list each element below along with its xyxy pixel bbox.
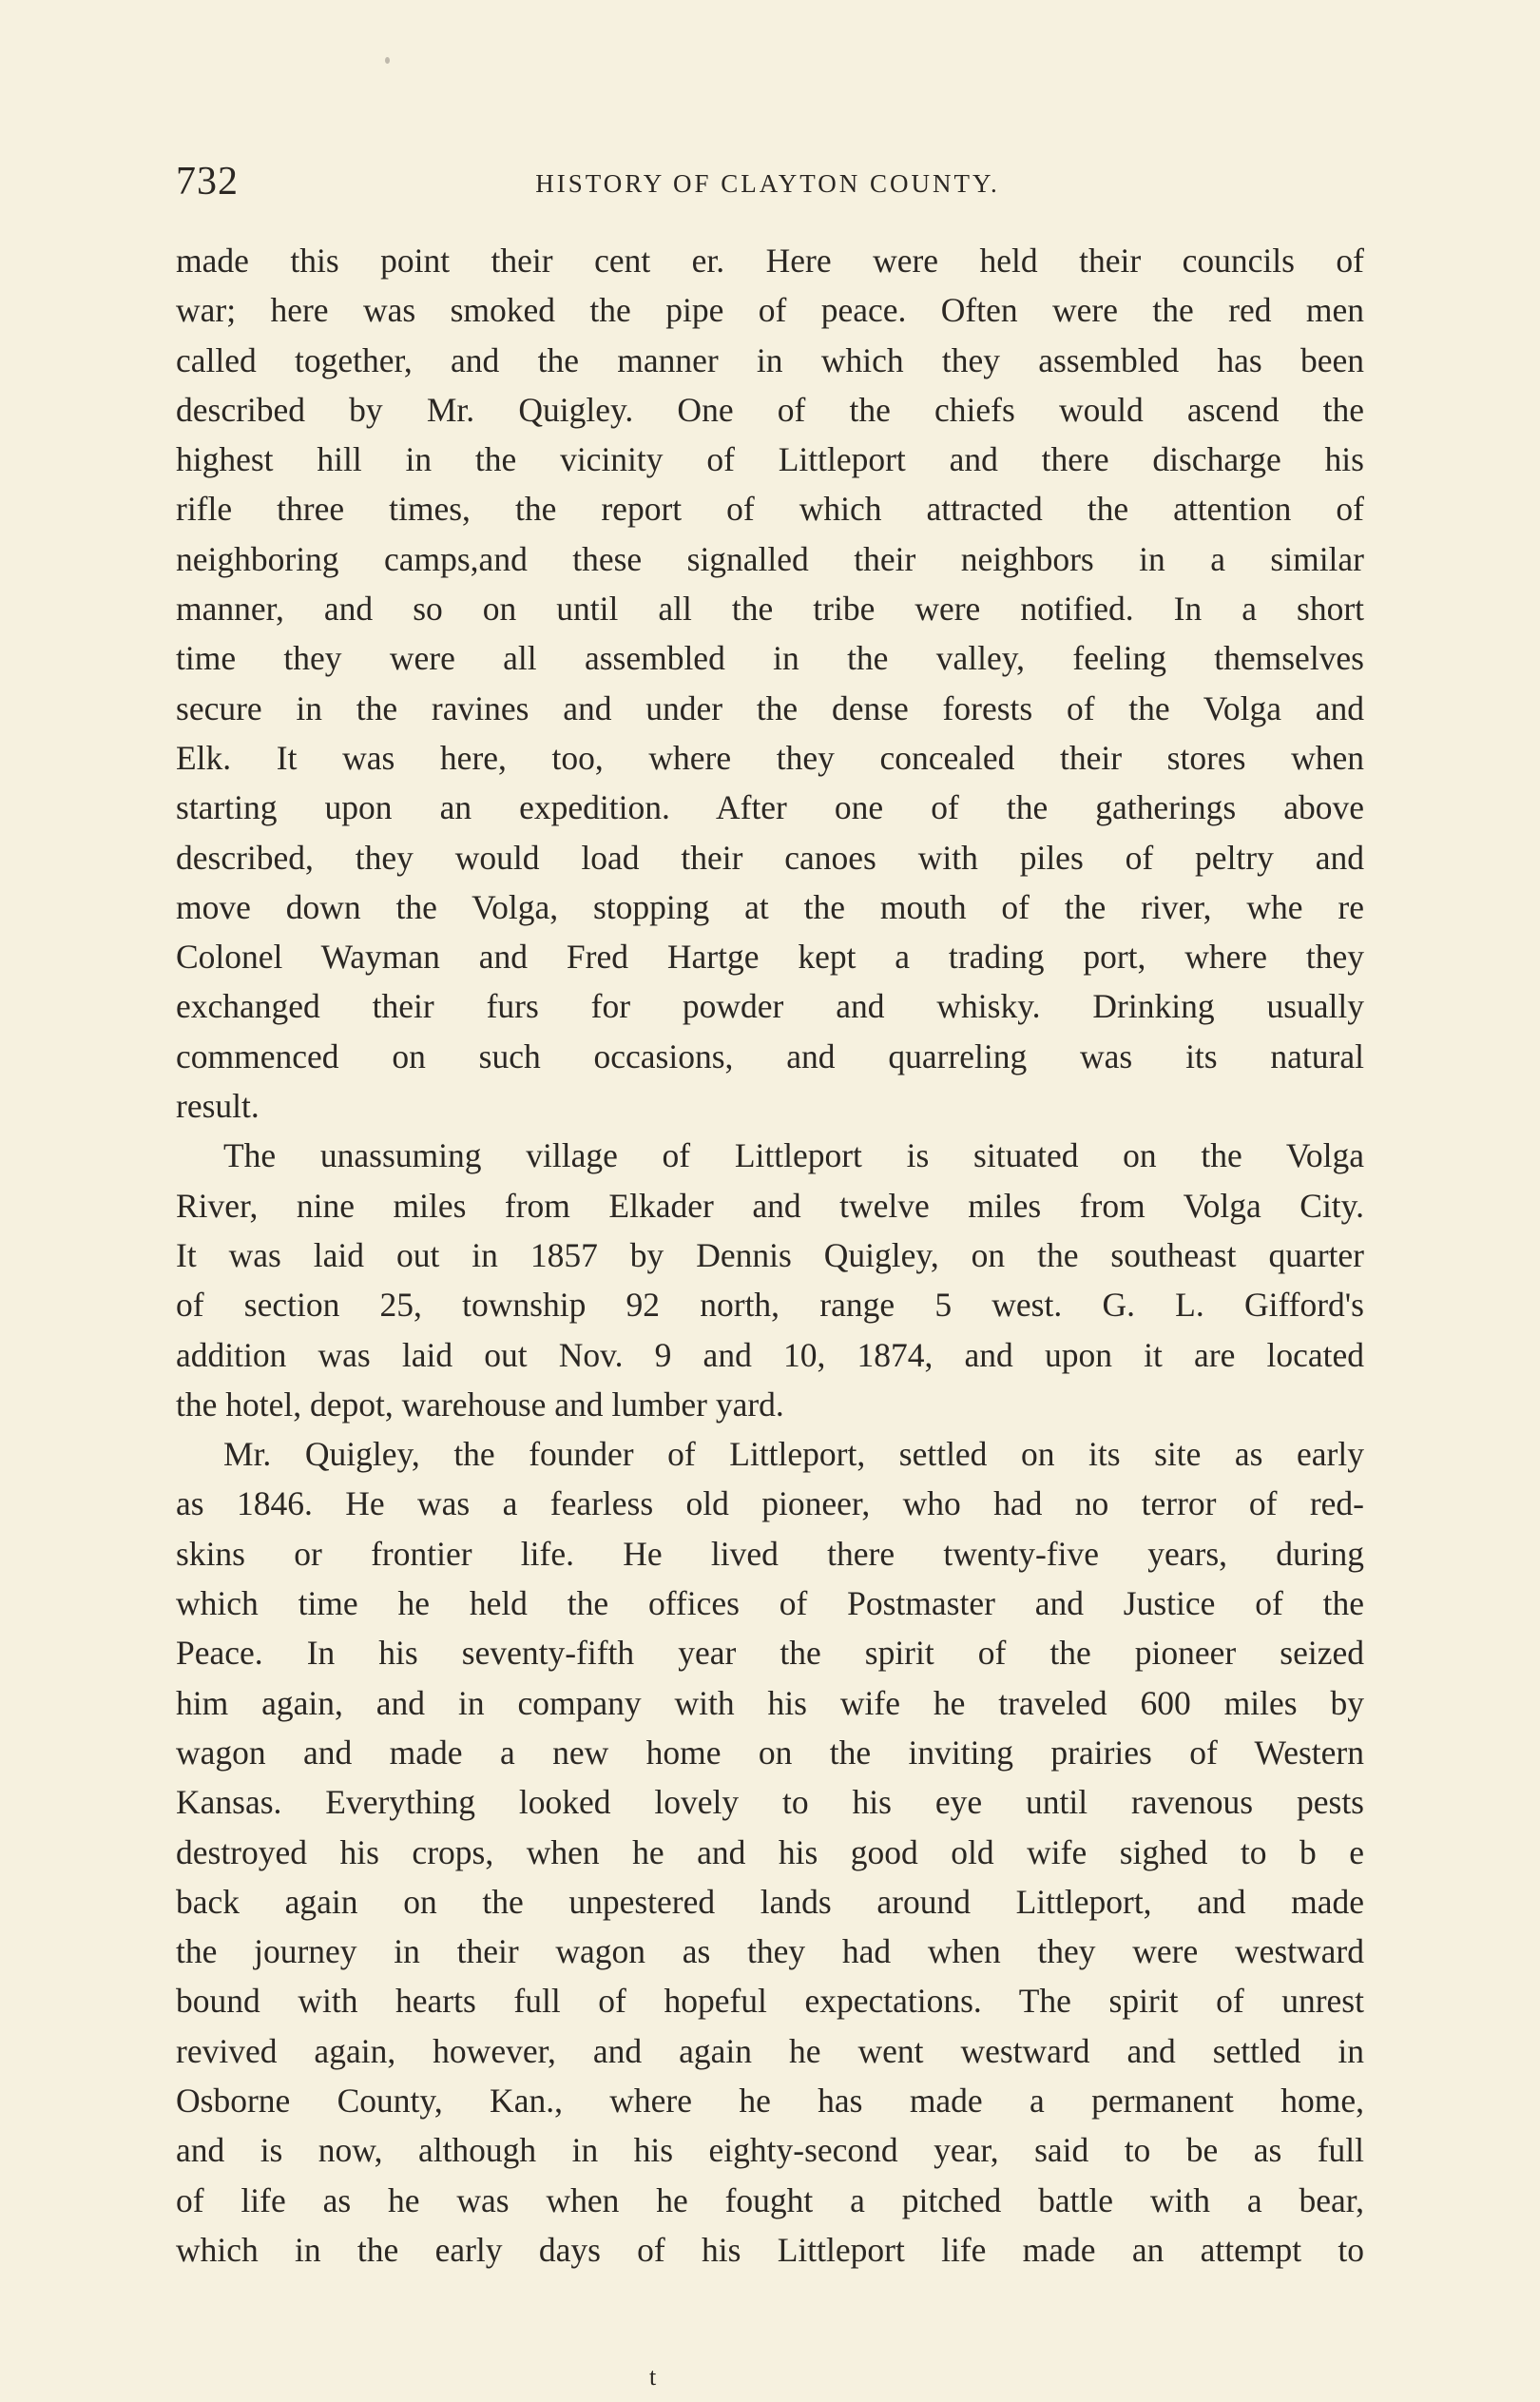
text-line: which time he held the offices of Postmaster and Justice of the (176, 1584, 1364, 1623)
text-line: highest hill in the vicinity of Littleport and there discharge his (176, 440, 1364, 479)
text-line: called together, and the manner in which they assembled has been (176, 340, 1364, 379)
text-line: Elk. It was here, too, where they concealed their stores when (176, 738, 1364, 777)
paragraph-start-line: Mr. Quigley, the founder of Littleport, settled on its site as early (223, 1435, 1364, 1474)
text-line: exchanged their furs for powder and whisky. Drinking usually (176, 987, 1364, 1026)
paragraph-end-line: result. (176, 1087, 260, 1126)
text-line: move down the Volga, stopping at the mouth of the river, whe re (176, 887, 1364, 926)
text-line: and is now, although in his eighty-second year, said to be as full (176, 2131, 1364, 2170)
text-line: secure in the ravines and under the dense forests of the Volga and (176, 688, 1364, 727)
text-line: rifle three times, the report of which attracted the attention of (176, 490, 1364, 529)
text-line: addition was laid out Nov. 9 and 10, 1874, and upon it are located (176, 1335, 1364, 1374)
text-line: neighboring camps,and these signalled their neighbors in a similar (176, 539, 1364, 578)
text-line: It was laid out in 1857 by Dennis Quigley, on the southeast quarter (176, 1235, 1364, 1274)
text-line: which in the early days of his Littleport life made an attempt to (176, 2230, 1364, 2269)
paragraph-start-line: The unassuming village of Littleport is situated on the Volga (223, 1136, 1364, 1175)
page-header (176, 157, 1359, 214)
text-line: manner, and so on until all the tribe were notified. In a short (176, 590, 1364, 629)
text-line: him again, and in company with his wife he traveled 600 miles by (176, 1683, 1364, 1722)
text-line: starting upon an expedition. After one of the gatherings above (176, 788, 1364, 827)
text-line: time they were all assembled in the valley, feeling themselves (176, 639, 1364, 678)
text-line: made this point their cent er. Here were held their councils of (176, 242, 1364, 280)
text-line: Kansas. Everything looked lovely to his eye until ravenous pests (176, 1783, 1364, 1822)
page-number: 732 (176, 160, 239, 203)
paragraph-end-line: the hotel, depot, warehouse and lumber yard. (176, 1385, 784, 1424)
text-line: described, they would load their canoes with piles of peltry and (176, 838, 1364, 877)
text-line: destroyed his crops, when he and his good old wife sighed to b e (176, 1832, 1364, 1871)
text-line: back again on the unpestered lands around Littleport, and made (176, 1882, 1364, 1921)
text-line: of section 25, township 92 north, range 5 west. G. L. Gifford's (176, 1286, 1364, 1325)
text-line: revived again, however, and again he went westward and settled in (176, 2031, 1364, 2070)
text-line: bound with hearts full of hopeful expectations. The spirit of unrest (176, 1982, 1364, 2021)
text-line: skins or frontier life. He lived there twenty-five years, during (176, 1534, 1364, 1573)
running-head: HISTORY OF CLAYTON COUNTY. (535, 169, 1000, 198)
text-line: Peace. In his seventy-fifth year the spirit of the pioneer seized (176, 1634, 1364, 1673)
text-line: River, nine miles from Elkader and twelve miles from Volga City. (176, 1186, 1364, 1225)
text-line: of life as he was when he fought a pitched battle with a bear, (176, 2180, 1364, 2219)
text-line: wagon and made a new home on the inviting prairies of Western (176, 1733, 1364, 1772)
text-line: war; here was smoked the pipe of peace. Often were the red men (176, 291, 1364, 330)
text-line: the journey in their wagon as they had when they were westward (176, 1932, 1364, 1971)
text-line: as 1846. He was a fearless old pioneer, who had no terror of red- (176, 1484, 1364, 1523)
paper-speck (385, 57, 390, 64)
text-line: described by Mr. Quigley. One of the chiefs would ascend the (176, 390, 1364, 429)
body-text (176, 236, 1364, 2275)
text-line: Osborne County, Kan., where he has made a permanent home, (176, 2081, 1364, 2120)
text-line: Colonel Wayman and Fred Hartge kept a trading port, where they (176, 938, 1364, 977)
text-line: commenced on such occasions, and quarreling was its natural (176, 1036, 1364, 1075)
footer-mark: t (649, 2363, 657, 2391)
